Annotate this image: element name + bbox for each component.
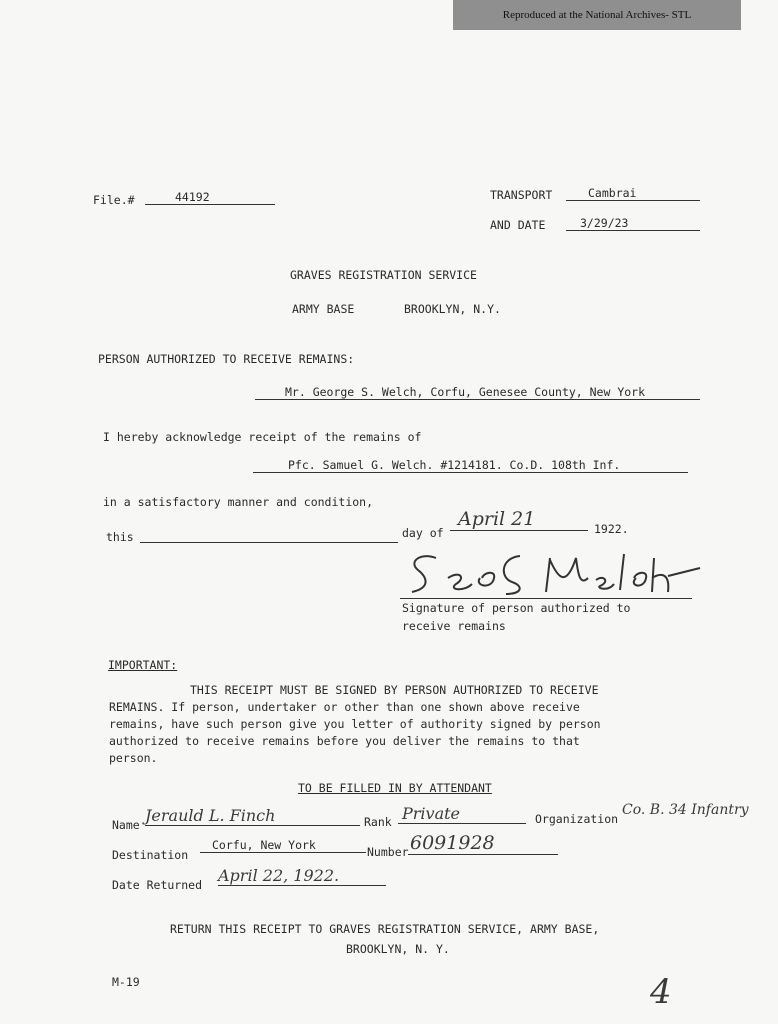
authorized-value: Mr. George S. Welch, Corfu, Genesee County, New York [255,385,700,400]
important-line-5: person. [109,751,158,765]
important-line-4: authorized to receive remains before you deliver the remains to that [109,734,580,748]
signature-line [400,598,692,599]
this-label: this [106,530,134,544]
file-label: File.# [93,193,135,207]
date-label: AND DATE [490,218,546,232]
number-label: Number [367,845,409,859]
returned-value: April 22, 1922. [218,866,386,886]
acknowledge-label: I hereby acknowledge receipt of the remains of [103,430,422,444]
day-value: April 21 [450,508,588,531]
file-number: 44192 [145,190,275,205]
attendant-name: Jerauld L. Finch [145,806,360,826]
organization-value: Co. B. 34 Infantry [622,802,749,818]
service-heading: GRAVES REGISTRATION SERVICE [290,268,477,282]
deceased-value: Pfc. Samuel G. Welch. #1214181. Co.D. 108th Inf. [253,458,688,473]
important-line-2: REMAINS. If person, undertaker or other than one shown above receive [109,700,580,714]
return-city: BROOKLYN, N. Y. [346,942,450,956]
transport-label: TRANSPORT [490,188,553,202]
important-line-1: THIS RECEIPT MUST BE SIGNED BY PERSON AUTHORIZED TO RECEIVE [190,683,599,697]
number-value: 6091928 [408,832,558,855]
form-number: M-19 [112,975,140,989]
rank-value: Private [398,804,526,824]
returned-label: Date Returned [112,878,203,892]
transport-date: 3/29/23 [566,216,700,231]
rank-label: Rank [364,815,392,829]
authorized-label: PERSON AUTHORIZED TO RECEIVE REMAINS: [98,352,355,366]
year-value: 1922. [594,522,629,536]
day-of-label: day of [402,526,444,540]
brooklyn-location: BROOKLYN, N.Y. [404,302,501,316]
this-blank [140,542,398,543]
transport-value: Cambrai [566,186,700,201]
handwritten-mark: 4 [650,972,672,1012]
signature-caption: Signature of person authorized to [402,601,631,615]
important-line-3: remains, have such person give you letter of authority signed by person [109,717,601,731]
signature-drawing [400,548,720,600]
return-instruction: RETURN THIS RECEIPT TO GRAVES REGISTRATION SERVICE, ARMY BASE, [170,922,600,936]
attendant-heading: TO BE FILLED IN BY ATTENDANT [298,781,492,795]
destination-value: Corfu, New York [200,838,366,853]
signature-caption-2: receive remains [402,619,506,633]
condition-text: in a satisfactory manner and condition, [103,495,374,509]
organization-label: Organization [535,812,619,826]
name-label: Name [112,818,140,832]
army-base: ARMY BASE [292,302,355,316]
important-label: IMPORTANT: [108,658,178,672]
destination-label: Destination [112,848,189,862]
archives-stamp: Reproduced at the National Archives- STL [453,0,741,30]
